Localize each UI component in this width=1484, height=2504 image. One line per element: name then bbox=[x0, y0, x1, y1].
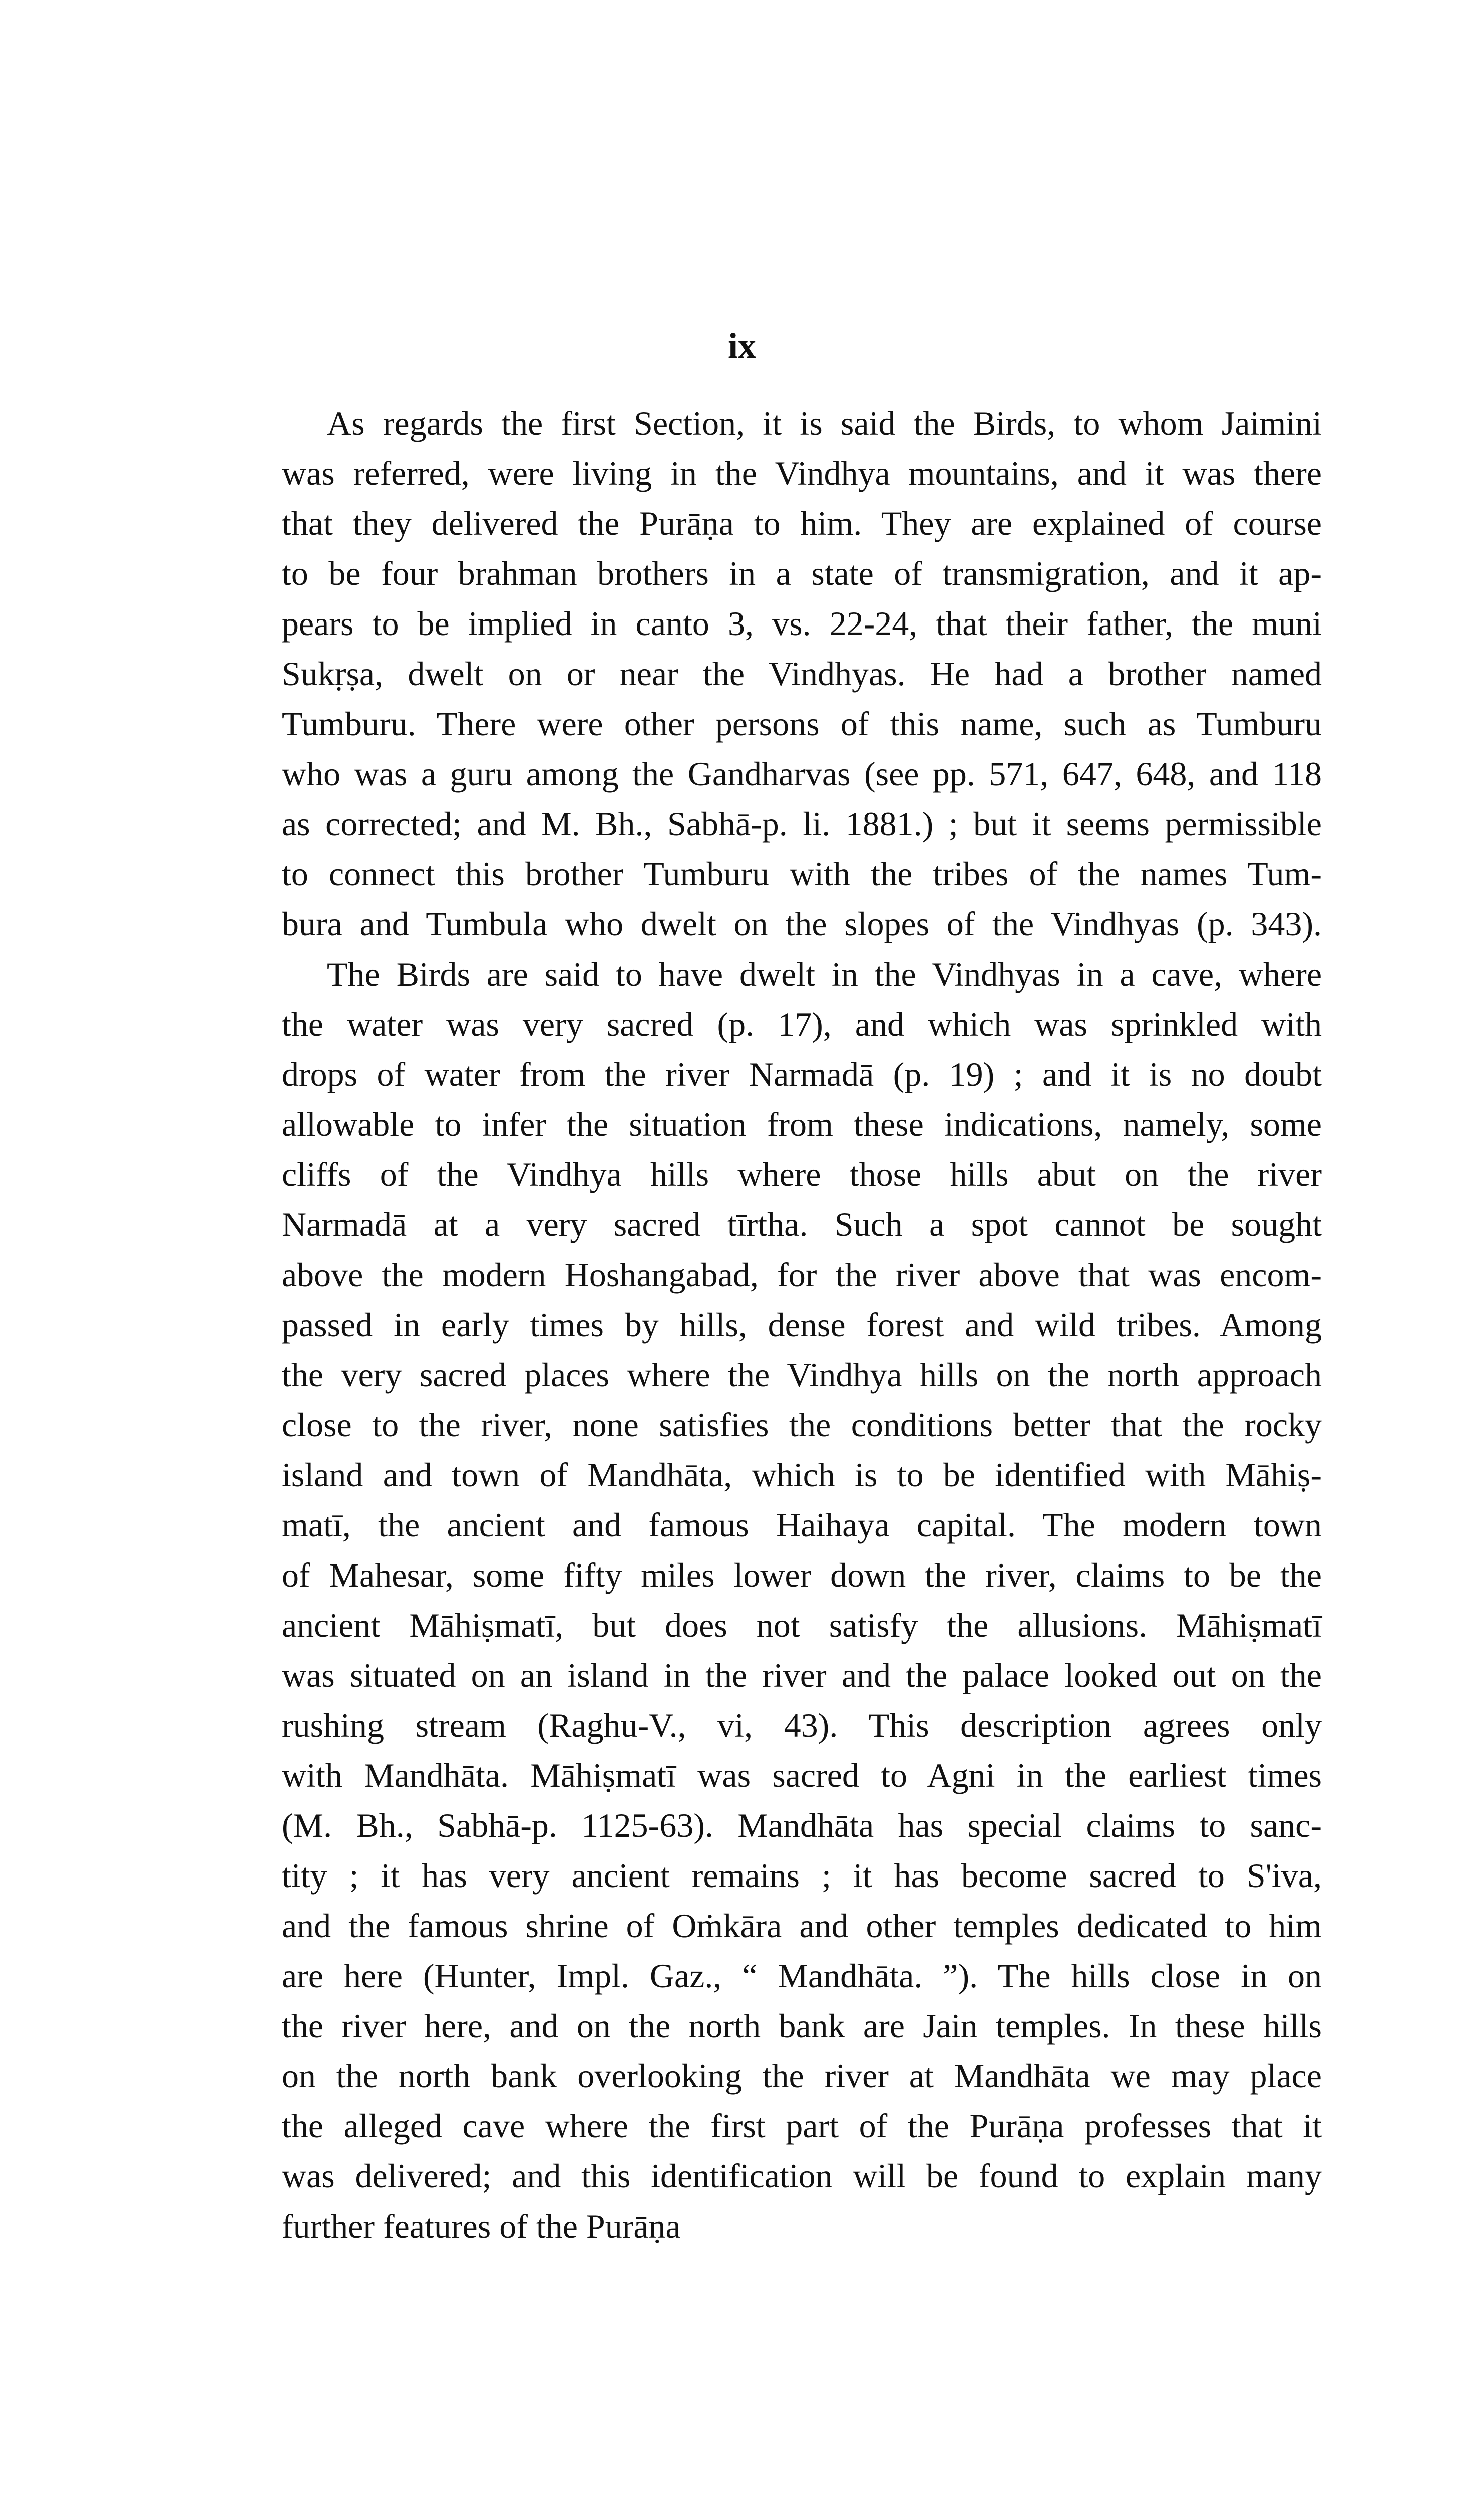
text-line: the alleged cave where the first part of the Purāṇa professes that it bbox=[282, 2107, 1322, 2145]
text-line: allowable to infer the situation from these indications, namely, some bbox=[282, 1105, 1322, 1143]
text-line: As regards the first Section, it is said the Birds, to whom Jaimini bbox=[327, 404, 1322, 442]
text-line: of Mahesar, some fifty miles lower down the river, claims to be the bbox=[282, 1556, 1322, 1594]
text-line: Narmadā at a very sacred tīrtha. Such a spot cannot be sought bbox=[282, 1205, 1322, 1243]
text-line: cliffs of the Vindhya hills where those hills abut on the river bbox=[282, 1155, 1322, 1193]
text-line: (M. Bh., Sabhā-p. 1125-63). Mandhāta has special claims to sanc- bbox=[282, 1806, 1322, 1844]
text-line: was delivered; and this identification will be found to explain many bbox=[282, 2157, 1322, 2195]
text-line: and the famous shrine of Oṁkāra and other temples dedicated to him bbox=[282, 1907, 1322, 1945]
text-line: Sukṛṣa, dwelt on or near the Vindhyas. He had a brother named bbox=[282, 655, 1322, 693]
text-line: above the modern Hoshangabad, for the river above that was encom- bbox=[282, 1256, 1322, 1294]
text-line: further features of the Purāṇa bbox=[282, 2207, 681, 2245]
text-line: The Birds are said to have dwelt in the Vindhyas in a cave, where bbox=[327, 955, 1322, 993]
text-line: was situated on an island in the river and the palace looked out on the bbox=[282, 1656, 1322, 1694]
text-line: close to the river, none satisfies the conditions better that the rocky bbox=[282, 1406, 1322, 1444]
text-line: the very sacred places where the Vindhya hills on the north approach bbox=[282, 1356, 1322, 1394]
text-line: as corrected; and M. Bh., Sabhā-p. li. 1881.) ; but it seems permissible bbox=[282, 805, 1322, 843]
text-line: to connect this brother Tumburu with the tribes of the names Tum- bbox=[282, 855, 1322, 893]
text-line: was referred, were living in the Vindhya mountains, and it was there bbox=[282, 454, 1322, 492]
text-line: Tumburu. There were other persons of this name, such as Tumburu bbox=[282, 705, 1322, 743]
paragraph bbox=[282, 949, 1322, 2251]
text-line: are here (Hunter, Impl. Gaz., “ Mandhāta. ”). The hills close in on bbox=[282, 1957, 1322, 1995]
text-line: the river here, and on the north bank are Jain temples. In these hills bbox=[282, 2007, 1322, 2045]
text-line: matī, the ancient and famous Haihaya capital. The modern town bbox=[282, 1506, 1322, 1544]
text-line: the water was very sacred (p. 17), and which was sprinkled with bbox=[282, 1005, 1322, 1043]
paragraph bbox=[282, 398, 1322, 949]
text-line: that they delivered the Purāṇa to him. They are explained of course bbox=[282, 504, 1322, 542]
text-line: to be four brahman brothers in a state of transmigration, and it ap- bbox=[282, 554, 1322, 592]
text-line: rushing stream (Raghu-V., vi, 43). This description agrees only bbox=[282, 1706, 1322, 1744]
text-line: drops of water from the river Narmadā (p. 19) ; and it is no doubt bbox=[282, 1055, 1322, 1093]
text-line: pears to be implied in canto 3, vs. 22-24, that their father, the muni bbox=[282, 604, 1322, 643]
page-number: ix bbox=[727, 326, 756, 366]
text-line: ancient Māhiṣmatī, but does not satisfy the allusions. Māhiṣmatī bbox=[282, 1606, 1322, 1644]
text-line: who was a guru among the Gandharvas (see pp. 571, 647, 648, and 118 bbox=[282, 755, 1322, 793]
body-text bbox=[282, 398, 1322, 2251]
text-line: tity ; it has very ancient remains ; it has become sacred to S'iva, bbox=[282, 1856, 1322, 1895]
text-line: with Mandhāta. Māhiṣmatī was sacred to Agni in the earliest times bbox=[282, 1756, 1322, 1794]
text-line: on the north bank overlooking the river at Mandhāta we may place bbox=[282, 2057, 1322, 2095]
text-line: passed in early times by hills, dense forest and wild tribes. Among bbox=[282, 1306, 1322, 1344]
text-line: bura and Tumbula who dwelt on the slopes of the Vindhyas (p. 343). bbox=[282, 905, 1322, 943]
text-line: island and town of Mandhāta, which is to be identified with Māhiṣ- bbox=[282, 1456, 1322, 1494]
